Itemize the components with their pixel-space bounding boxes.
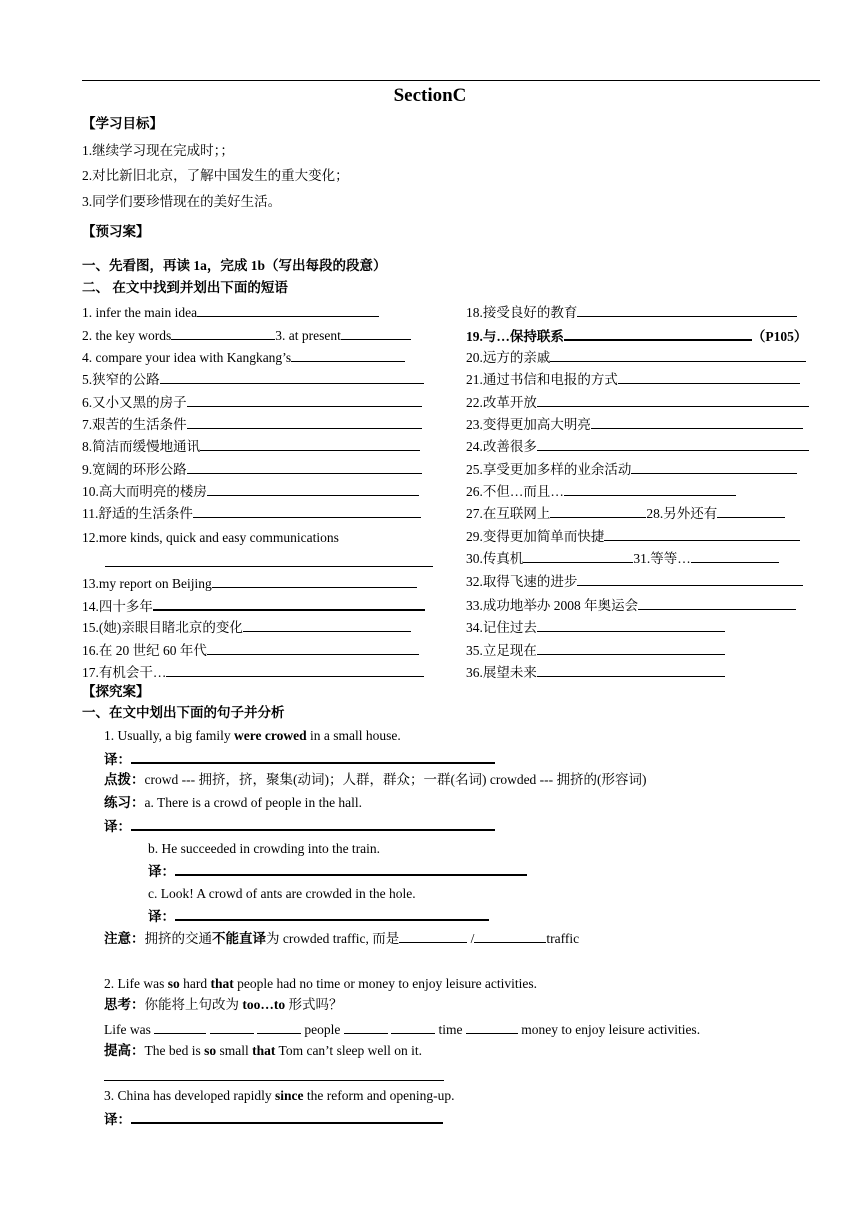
translate-c: 译： <box>148 906 489 926</box>
practice-b: b. He succeeded in crowding into the train. <box>148 841 381 856</box>
phrase-19: 19.与…保持联系 （P105） <box>466 326 807 346</box>
phrase-36: 36.展望未来 <box>466 663 725 682</box>
answer-blank[interactable] <box>391 1020 435 1034</box>
answer-blank[interactable] <box>291 348 405 362</box>
answer-blank[interactable] <box>187 393 422 407</box>
answer-blank[interactable] <box>344 1020 388 1034</box>
phrase-5: 5.狭窄的公路 <box>82 370 424 389</box>
answer-blank[interactable] <box>631 460 797 474</box>
answer-blank[interactable] <box>550 504 646 518</box>
note-1: 注意：拥挤的交通不能直译为 crowded traffic, 而是 / traffic <box>104 931 580 946</box>
goal-item-2: 2.对比新旧北京，了解中国发生的重大变化； <box>82 168 349 183</box>
phrase-14: 14.四十多年 <box>82 596 425 616</box>
answer-blank[interactable] <box>207 641 419 655</box>
answer-blank[interactable] <box>474 929 546 943</box>
phrase-15: 15.(她)亲眼目睹北京的变化 <box>82 618 411 637</box>
answer-blank[interactable] <box>210 1020 254 1034</box>
answer-blank[interactable] <box>550 348 806 362</box>
explore-header: 【探究案】 <box>82 684 150 699</box>
answer-line[interactable] <box>105 566 433 567</box>
phrase-4: 4. compare your idea with Kangkang’s <box>82 348 405 367</box>
phrase-35: 35.立足现在 <box>466 641 725 660</box>
phrase-18: 18.接受良好的教育 <box>466 303 797 322</box>
practice-c: c. Look! A crowd of ants are crowded in the hole. <box>148 886 416 901</box>
answer-blank[interactable] <box>187 460 422 474</box>
answer-blank[interactable] <box>193 504 421 518</box>
answer-blank[interactable] <box>537 437 809 451</box>
phrase-12: 12.more kinds, quick and easy communications <box>82 530 339 545</box>
phrase-24: 24.改善很多 <box>466 437 809 456</box>
answer-blank[interactable] <box>537 641 725 655</box>
answer-blank[interactable] <box>153 596 425 611</box>
answer-blank[interactable] <box>341 326 411 340</box>
phrase-33: 33.成功地举办 2008 年奥运会 <box>466 596 796 615</box>
answer-blank[interactable] <box>604 527 800 541</box>
answer-blank[interactable] <box>200 437 420 451</box>
answer-blank[interactable] <box>618 370 800 384</box>
answer-blank[interactable] <box>257 1020 301 1034</box>
page-title: SectionC <box>393 85 467 106</box>
answer-blank[interactable] <box>466 1020 518 1034</box>
answer-blank[interactable] <box>537 393 809 407</box>
phrase-8: 8.简洁而缓慢地通讯 <box>82 437 420 456</box>
phrase-29: 29.变得更加简单而快捷 <box>466 527 800 546</box>
translate-a: 译： <box>104 816 495 836</box>
answer-blank[interactable] <box>131 749 495 764</box>
phrase-32: 32.取得飞速的进步 <box>466 572 803 591</box>
answer-blank[interactable] <box>197 303 379 317</box>
answer-blank[interactable] <box>175 906 489 921</box>
goal-item-1: 1.继续学习现在完成时；； <box>82 143 234 158</box>
answer-blank[interactable] <box>212 574 417 588</box>
phrase-30-31: 30.传真机 31.等等… <box>466 549 779 568</box>
sentence-2: 2. Life was so hard that people had no time or money to enjoy leisure activities. <box>104 976 538 991</box>
answer-blank[interactable] <box>399 929 467 943</box>
phrase-34: 34.记住过去 <box>466 618 725 637</box>
phrase-7: 7.艰苦的生活条件 <box>82 415 422 434</box>
phrase-17: 17.有机会干… <box>82 663 424 682</box>
phrase-22: 22.改革开放 <box>466 393 809 412</box>
answer-blank[interactable] <box>537 663 725 677</box>
answer-blank[interactable] <box>537 618 725 632</box>
header-rule <box>82 80 820 81</box>
practice-a: 练习：a. There is a crowd of people in the hall. <box>104 795 363 810</box>
preview-task-2: 二、 在文中找到并划出下面的短语 <box>82 280 288 295</box>
answer-blank[interactable] <box>187 415 422 429</box>
answer-blank[interactable] <box>523 549 633 563</box>
phrase-1: 1. infer the main idea <box>82 303 379 322</box>
answer-blank[interactable] <box>207 482 419 496</box>
goal-item-3: 3.同学们要珍惜现在的美好生活。 <box>82 194 282 209</box>
answer-blank[interactable] <box>171 326 275 340</box>
answer-blank[interactable] <box>154 1020 206 1034</box>
answer-blank[interactable] <box>564 482 736 496</box>
answer-blank[interactable] <box>638 596 796 610</box>
phrase-21: 21.通过书信和电报的方式 <box>466 370 800 389</box>
rewrite-1: Life was people time money to enjoy leisure activities. <box>104 1022 701 1037</box>
phrase-23: 23.变得更加高大明亮 <box>466 415 803 434</box>
translate-b: 译： <box>148 861 527 881</box>
explore-task-1: 一、在文中划出下面的句子并分析 <box>82 705 285 720</box>
answer-blank[interactable] <box>564 326 752 341</box>
answer-blank[interactable] <box>577 572 803 586</box>
improve-1: 提高：The bed is so small that Tom can’t sleep well on it. <box>104 1043 423 1058</box>
phrase-27-28: 27.在互联网上 28.另外还有 <box>466 504 785 523</box>
goals-header: 【学习目标】 <box>82 116 163 131</box>
phrase-16: 16.在 20 世纪 60 年代 <box>82 641 419 660</box>
phrase-10: 10.高大而明亮的楼房 <box>82 482 419 501</box>
phrase-26: 26.不但…而且… <box>466 482 736 501</box>
translate-1: 译： <box>104 749 495 769</box>
answer-blank[interactable] <box>131 1109 443 1124</box>
answer-blank[interactable] <box>717 504 785 518</box>
phrase-25: 25.享受更加多样的业余活动 <box>466 460 797 479</box>
phrase-9: 9.宽阔的环形公路 <box>82 460 422 479</box>
answer-blank[interactable] <box>591 415 803 429</box>
answer-blank[interactable] <box>160 370 424 384</box>
tip-1: 点拨：crowd --- 拥挤，挤，聚集(动词)；人群，群众；一群(名词) crowded --- 拥挤的(形容词) <box>104 772 647 787</box>
answer-blank[interactable] <box>243 618 411 632</box>
preview-task-1: 一、先看图，再读 1a，完成 1b（写出每段的段意） <box>82 258 387 273</box>
answer-blank[interactable] <box>131 816 495 831</box>
phrase-11: 11.舒适的生活条件 <box>82 504 421 523</box>
sentence-3: 3. China has developed rapidly since the reform and opening-up. <box>104 1088 455 1103</box>
preview-header: 【预习案】 <box>82 224 150 239</box>
phrase-13: 13.my report on Beijing <box>82 574 417 593</box>
sentence-1: 1. Usually, a big family were crowed in a small house. <box>104 728 401 743</box>
answer-blank[interactable] <box>577 303 797 317</box>
phrase-6: 6.又小又黑的房子 <box>82 393 422 412</box>
answer-line[interactable] <box>104 1080 444 1081</box>
answer-blank[interactable] <box>166 663 424 677</box>
think-1: 思考：你能将上句改为 too…to 形式吗？ <box>104 997 343 1012</box>
answer-blank[interactable] <box>691 549 779 563</box>
translate-3: 译： <box>104 1109 443 1129</box>
phrase-20: 20.远方的亲戚 <box>466 348 806 367</box>
phrase-2-3: 2. the key words 3. at present <box>82 326 411 345</box>
answer-blank[interactable] <box>175 861 527 876</box>
